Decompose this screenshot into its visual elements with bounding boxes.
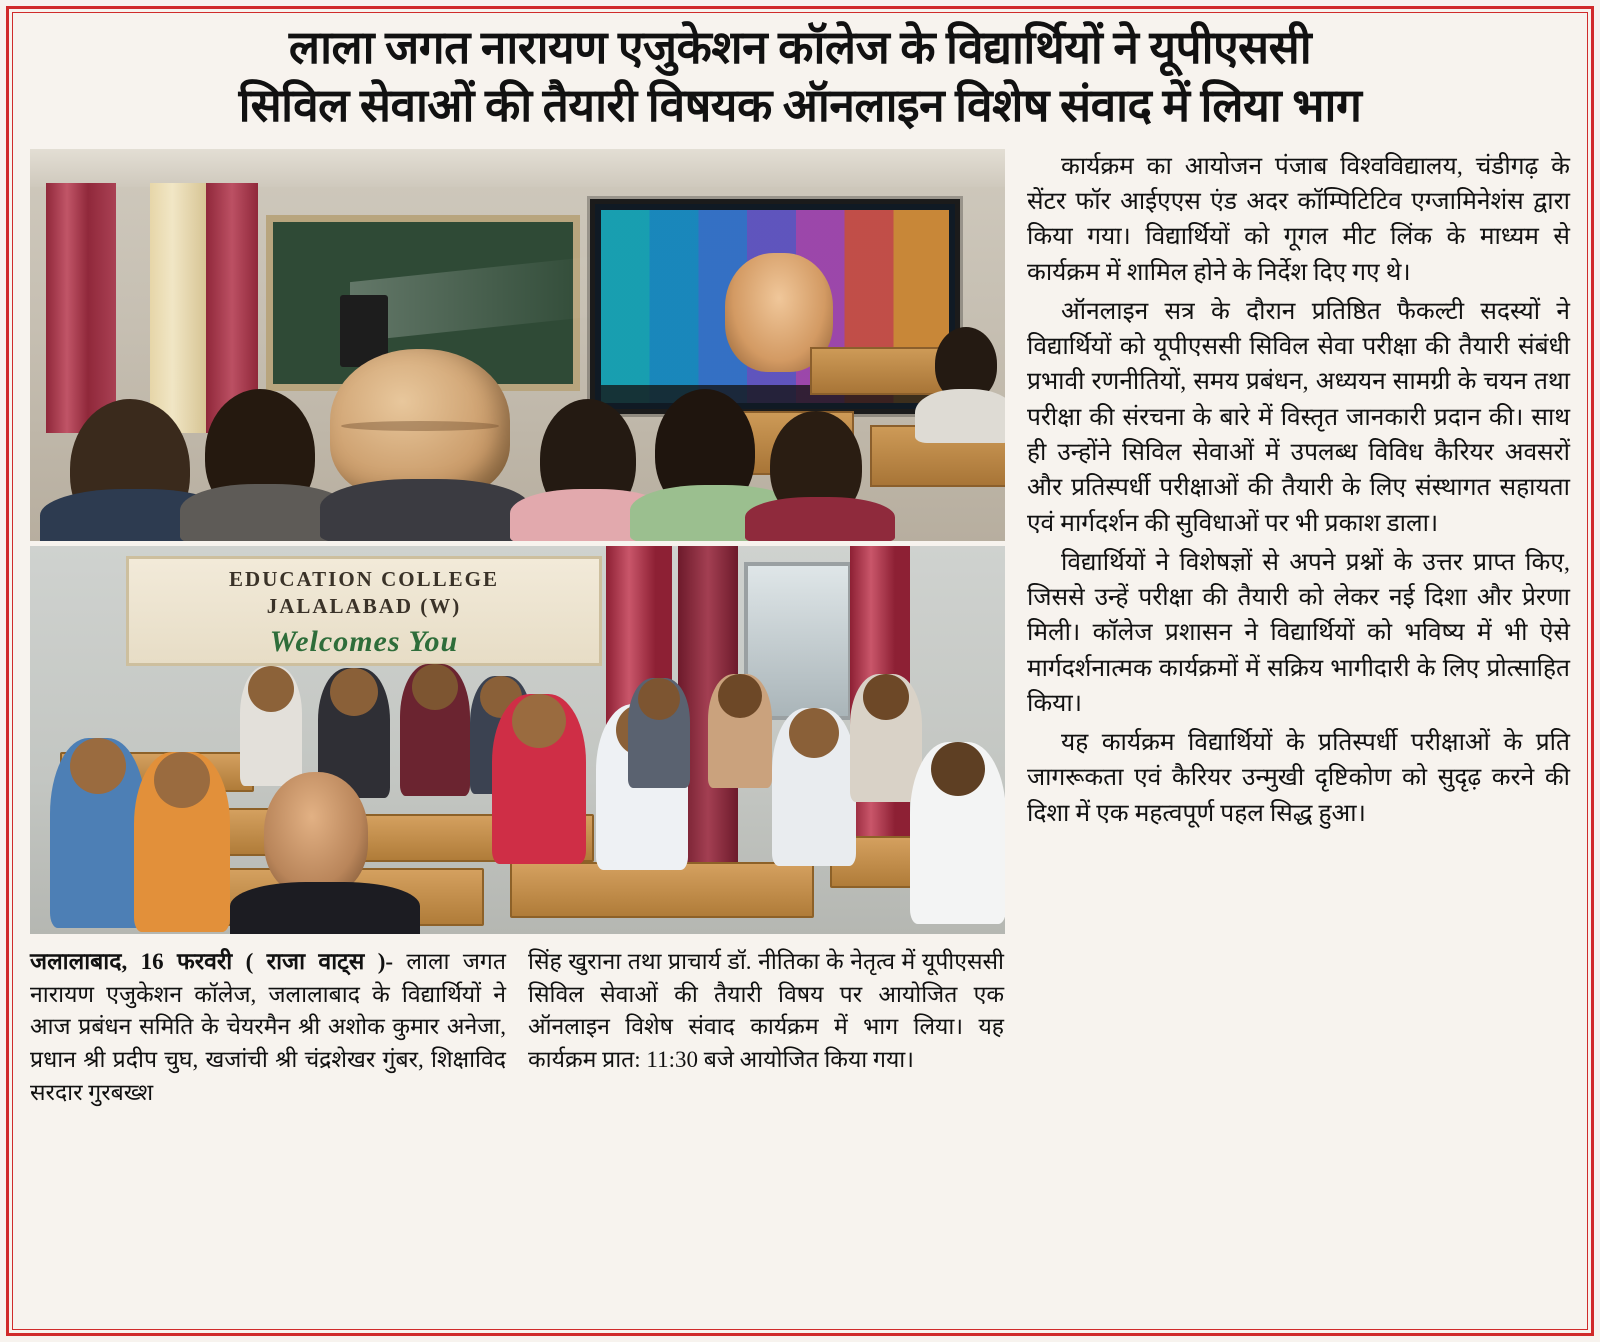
- photo-person-body: [320, 479, 530, 541]
- right-column: [1005, 149, 1570, 1342]
- caption-text-1: लाला जगत नारायण एजुकेशन कॉलेज, जलालाबाद के विद्यार्थियों ने आज प्रबंधन समिति के चेयरमैन श्री अशोक कुमार अनेजा, प्रधान श्री प्रदीप चुघ, खजांची श्री चंद्रशेखर गुंबर, शिक्षाविद सरदार गुरबख्श: [30, 948, 506, 1105]
- photo-person: [134, 752, 230, 932]
- photo-person-body: [915, 389, 1005, 443]
- article-paragraph: यह कार्यक्रम विद्यार्थियों के प्रतिस्पर्धी परीक्षाओं के प्रति जागरूकता एवं कैरियर उन्मुखी दृष्टिकोण को सुदृढ़ करने की दिशा में एक महत्वपूर्ण पहल सिद्ध हुआ।: [1027, 729, 1570, 827]
- photo-ceiling: [30, 149, 1005, 187]
- photo-person-head: [154, 752, 210, 808]
- photo-person-body: [230, 882, 420, 934]
- headline: [30, 22, 1570, 133]
- photo-person-head: [264, 772, 368, 896]
- photo-person: [910, 742, 1005, 924]
- article-paragraph: ऑनलाइन सत्र के दौरान प्रतिष्ठित फैकल्टी सदस्यों ने विद्यार्थियों को यूपीएससी सिविल सेवा परीक्षा की तैयारी संबंधी प्रभावी रणनीतियों, समय प्रबंधन, अध्ययन सामग्री के चयन तथा परीक्षा की संरचना के बारे में विस्तृत जानकारी प्रदान की। साथ ही उन्होंने सिविल सेवाओं में उपलब्ध विविध कैरियर अवसरों और प्रतिस्पर्धी परीक्षाओं की तैयारी के लिए संस्थागत सहायता एवं मार्गदर्शन की सुविधाओं पर भी प्रकाश डाला।: [1027, 297, 1570, 537]
- classroom-audience-photo: [30, 546, 1005, 934]
- photo-person-body: [745, 497, 895, 541]
- photo-curtain: [46, 183, 116, 433]
- photo-curtain: [150, 183, 206, 433]
- caption-dateline: जलालाबाद, 16 फरवरी ( राजा वाट्स )-: [30, 948, 394, 974]
- article-body: [1027, 149, 1570, 831]
- photo-person-head: [412, 664, 458, 710]
- photo-person-head: [70, 738, 126, 794]
- welcome-banner: [126, 556, 602, 666]
- caption-column-1: [30, 946, 506, 1109]
- classroom-projector-session-photo: [30, 149, 1005, 541]
- photo-person-head: [789, 708, 839, 758]
- photo-person: [50, 738, 146, 928]
- photo-person-head: [638, 678, 680, 720]
- photo-foreground-person: [230, 772, 420, 934]
- banner-line-1: EDUCATION COLLEGE: [229, 566, 499, 591]
- photo-person: [240, 666, 302, 786]
- caption-row: [30, 946, 1005, 1109]
- headline-line-1: लाला जगत नारायण एजुकेशन कॉलेज के विद्यार्थियों ने यूपीएससी: [288, 22, 1312, 73]
- article-paragraph: कार्यक्रम का आयोजन पंजाब विश्वविद्यालय, चंडीगढ़ के सेंटर फॉर आईएएस एंड अदर कॉम्पिटिटिव एग्जामिनेशंस द्वारा किया गया। विद्यार्थियों को गूगल मीट लिंक के माध्यम से कार्यक्रम में शामिल होने के निर्देश दिए गए थे।: [1027, 152, 1570, 286]
- photo-desk: [810, 347, 944, 395]
- photo-person: [772, 708, 856, 866]
- photo-person-head: [863, 674, 909, 720]
- left-column: [30, 149, 1005, 1342]
- photo-person: [628, 678, 690, 788]
- page-content: [30, 22, 1570, 1322]
- photo-bench: [510, 862, 814, 918]
- body-grid: [30, 149, 1570, 1342]
- photo-person: [708, 674, 772, 788]
- photo-person-head: [931, 742, 985, 796]
- photo-person-head: [330, 668, 378, 716]
- photo-person-head: [248, 666, 294, 712]
- banner-line-2: JALALABAD (W): [266, 593, 462, 618]
- photo-person: [492, 694, 586, 864]
- headline-line-2: सिविल सेवाओं की तैयारी विषयक ऑनलाइन विशेष संवाद में लिया भाग: [238, 80, 1362, 132]
- photo-person-turban: [330, 349, 510, 499]
- caption-column-2: [528, 946, 1004, 1109]
- caption-text-2: सिंह खुराना तथा प्राचार्य डॉ. नीतिका के नेतृत्व में यूपीएससी सिविल सेवाओं की तैयारी विषय पर आयोजित एक ऑनलाइन विशेष संवाद कार्यक्रम में भाग लिया। यह कार्यक्रम प्रात: 11:30 बजे आयोजित किया गया।: [528, 948, 1004, 1072]
- banner-line-3: Welcomes You: [269, 624, 459, 658]
- photo-person-head: [512, 694, 566, 748]
- article-paragraph: विद्यार्थियों ने विशेषज्ञों से अपने प्रश्नों के उत्तर प्राप्त किए, जिससे उन्हें परीक्षा की तैयारी को लेकर नई दिशा और प्रेरणा मिली। कॉलेज प्रशासन ने विद्यार्थियों को भविष्य में भी ऐसे मार्गदर्शनात्मक कार्यक्रमों में सक्रिय भागीदारी के लिए प्रोत्साहित किया।: [1027, 548, 1570, 717]
- photo-person-head: [718, 674, 762, 718]
